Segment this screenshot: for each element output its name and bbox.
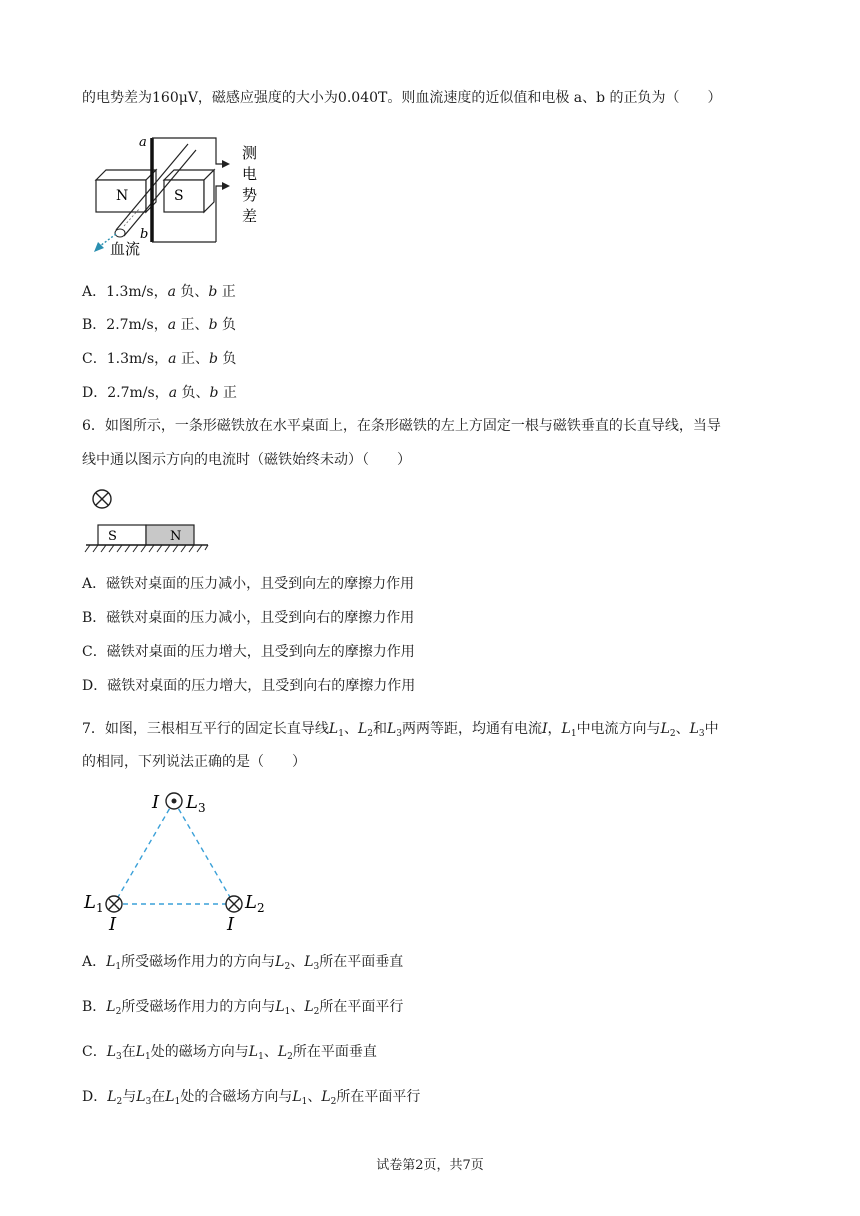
sign-b: 负 (217, 351, 237, 367)
electrode-a: a (167, 284, 176, 300)
option-text: 磁铁对桌面的压力增大，且受到向右的摩擦力作用 (107, 678, 416, 694)
q6-n-label: N (170, 529, 182, 544)
q7-stem-line1: 7．如图，三根相互平行的固定长直导线$L_1$、$L_2$和$L_3$两两等距，均通有电流I，$L_1$中电流方向与$L_2$、$L_3$中 (82, 721, 719, 739)
electrode-b: b (208, 317, 218, 333)
electrode-b: b (208, 351, 218, 367)
q7-option-d[interactable]: D．$L_2$与$L_3$在$L_1$处的合磁场方向与$L_1$、$L_2$所在平面平行 (82, 1089, 421, 1107)
option-letter: C． (82, 644, 107, 660)
electrode-a: a (168, 351, 177, 367)
q5-option-d[interactable] (82, 383, 237, 403)
current-into-page-icon-l1 (106, 896, 122, 912)
option-speed: 1.3m/s， (106, 284, 168, 300)
q5-n-label: N (116, 188, 129, 204)
current-out-of-page-icon (166, 793, 182, 809)
sign-b: 正 (217, 284, 236, 300)
option-letter: A． (82, 284, 107, 300)
page-footer: 试卷第2页，共7页 (376, 1158, 484, 1173)
q6-option-b[interactable] (82, 608, 414, 628)
q5-option-b[interactable] (82, 315, 236, 335)
q7-l3-label: $L_3$ (186, 792, 206, 815)
sign-a: 正、 (176, 317, 209, 333)
electrode-a: a (168, 385, 178, 401)
q5-measure-2: 电 (242, 165, 258, 183)
q7-figure (80, 784, 280, 936)
q5-figure (86, 130, 286, 260)
q6-s-label: S (108, 529, 117, 544)
current-into-page-icon (93, 490, 111, 508)
q7-l2-label: $L_2$ (245, 892, 265, 915)
q5-s-label: S (174, 188, 184, 204)
sign-a: 正、 (176, 351, 209, 367)
q6-option-d[interactable] (82, 676, 415, 696)
q7-i-l3: I (152, 792, 160, 813)
electrode-b: b (208, 284, 218, 300)
option-speed: 2.7m/s， (106, 317, 168, 333)
q5-measure-1: 测 (242, 144, 258, 162)
option-speed: 2.7m/s， (107, 385, 169, 401)
electrode-a: a (167, 317, 177, 333)
option-letter: B． (82, 317, 107, 333)
option-letter: B． (82, 610, 107, 626)
q5-measure-4: 差 (242, 207, 258, 225)
q7-option-a[interactable]: A．$L_1$所受磁场作用力的方向与$L_2$、$L_3$所在平面垂直 (82, 954, 404, 972)
q5-a-label: a (139, 135, 147, 150)
q7-stem-line2: 的相同，下列说法正确的是（ ） (82, 754, 306, 770)
q6-stem-line2: 线中通以图示方向的电流时（磁铁始终未动）（ ） (82, 452, 411, 468)
q5-stem-tail: 的电势差为160μV，磁感应强度的大小为0.040T。则血流速度的近似值和电极 a、b 的正负为（ ） (82, 90, 722, 106)
option-text: 磁铁对桌面的压力减小，且受到向左的摩擦力作用 (106, 576, 415, 592)
q6-stem-line1: 6．如图所示，一条形磁铁放在水平桌面上，在条形磁铁的左上方固定一根与磁铁垂直的长直导线，当导 (82, 418, 721, 434)
q7-i-l2: I (227, 914, 235, 935)
sign-a: 负、 (175, 284, 209, 300)
option-letter: D． (82, 678, 108, 694)
option-speed: 1.3m/s， (106, 351, 169, 367)
q6-option-a[interactable] (82, 574, 414, 594)
electrode-b: b (209, 385, 219, 401)
sign-a: 负、 (177, 385, 210, 401)
q7-option-b[interactable]: B．$L_2$所受磁场作用力的方向与$L_1$、$L_2$所在平面平行 (82, 999, 404, 1017)
option-text: 磁铁对桌面的压力增大，且受到向左的摩擦力作用 (106, 644, 415, 660)
q7-i-l1: I (109, 914, 117, 935)
q5-b-label: b (140, 227, 149, 242)
q5-measure-3: 势 (242, 186, 258, 204)
q6-figure (84, 486, 214, 556)
sign-b: 正 (218, 385, 237, 401)
q7-l1-label: $L_1$ (84, 892, 104, 915)
q5-blood-label: 血流 (110, 240, 141, 258)
q7-option-c[interactable]: C．$L_3$在$L_1$处的磁场方向与$L_1$、$L_2$所在平面垂直 (82, 1044, 377, 1062)
option-text: 磁铁对桌面的压力减小，且受到向右的摩擦力作用 (106, 610, 415, 626)
q5-option-a[interactable] (82, 282, 236, 302)
q5-option-c[interactable] (82, 349, 236, 369)
current-into-page-icon-l2 (226, 896, 242, 912)
option-letter: A． (82, 576, 107, 592)
q6-option-c[interactable] (82, 642, 415, 662)
option-letter: C． (82, 351, 107, 367)
option-letter: D． (82, 385, 108, 401)
sign-b: 负 (217, 317, 236, 333)
